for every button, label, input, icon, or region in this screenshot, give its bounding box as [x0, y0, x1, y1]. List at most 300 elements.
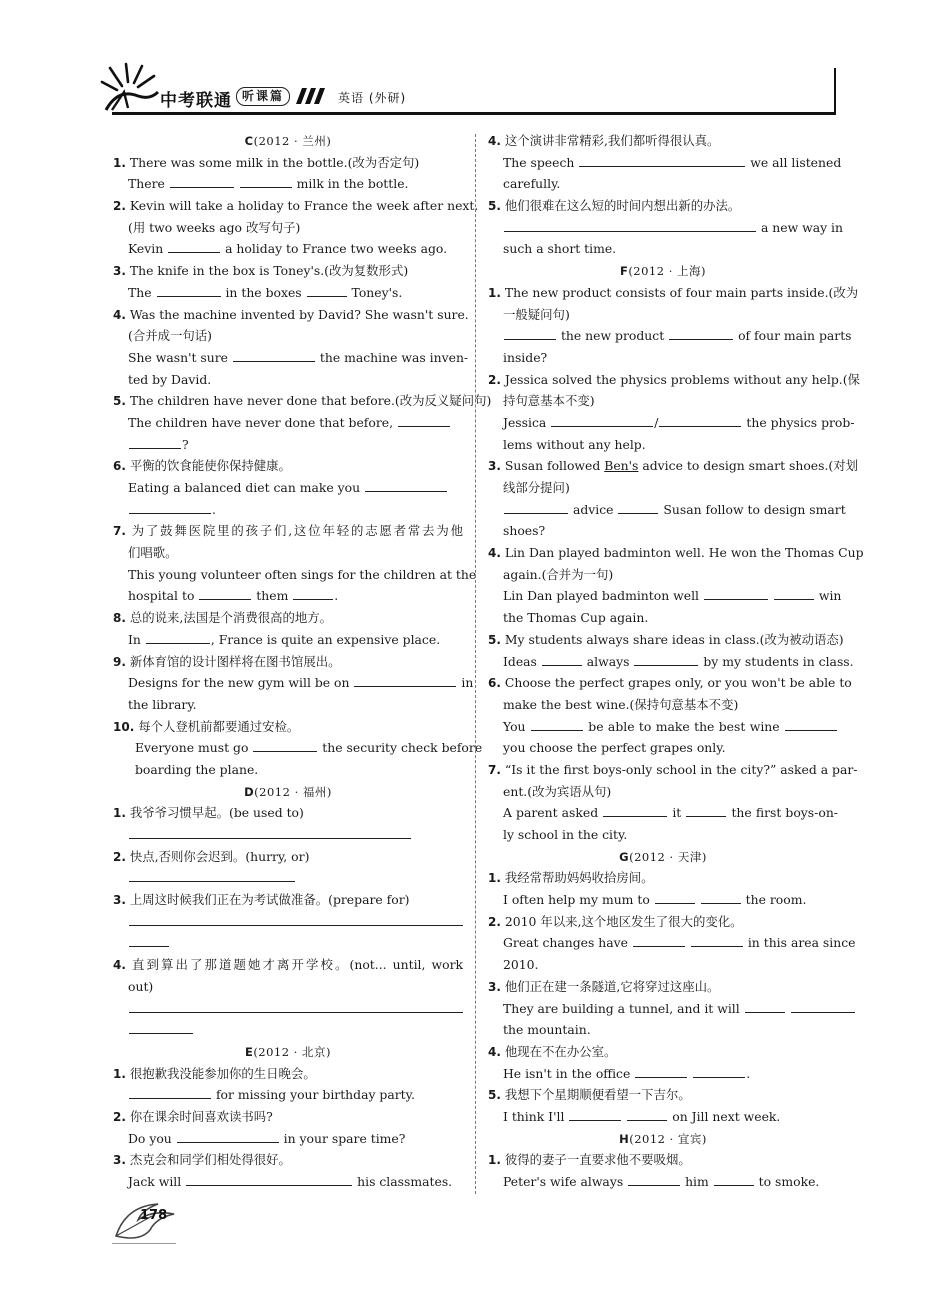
worksheet-line — [488, 867, 838, 889]
worksheet-line — [113, 802, 463, 824]
line-text: on Jill next week. — [668, 1108, 781, 1124]
worksheet-line — [113, 976, 463, 998]
worksheet-line — [113, 932, 463, 954]
line-text: 每个人登机前都要通过安检。 — [134, 718, 300, 734]
line-text: of four main parts — [734, 328, 852, 344]
line-text: A parent asked — [503, 805, 603, 821]
question-number: 2. — [488, 914, 501, 929]
worksheet-line — [113, 260, 463, 282]
worksheet-line — [113, 304, 469, 326]
answer-blank[interactable] — [551, 414, 653, 427]
line-text: the library. — [128, 696, 197, 712]
line-text: In — [128, 631, 145, 647]
line-text: the first boys-on- — [727, 805, 838, 821]
worksheet-line — [488, 607, 838, 629]
line-text: them — [252, 588, 293, 604]
line-text: (合并成一句话) — [128, 328, 213, 344]
worksheet-line — [488, 347, 838, 369]
question-number: 1. — [113, 806, 126, 821]
line-text: for missing your birthday party. — [212, 1087, 415, 1103]
worksheet-line — [113, 369, 463, 391]
worksheet-line — [488, 390, 838, 412]
line-text: 我经常帮助妈妈收拾房间。 — [500, 870, 654, 886]
line-text: The new product consists of four main parts inside.(改为 — [500, 284, 859, 300]
section-letter: C — [244, 134, 254, 148]
worksheet-line — [113, 867, 463, 889]
worksheet-line — [488, 217, 843, 239]
question-number: 2. — [113, 849, 126, 864]
worksheet-line — [113, 651, 463, 673]
line-text: 彼得的妻子一直要求他不要吸烟。 — [500, 1152, 691, 1168]
line-text: always — [582, 653, 634, 669]
section-heading — [113, 1041, 463, 1063]
answer-blank[interactable] — [129, 1021, 193, 1034]
section-exam-source: (2012 · 兰州) — [253, 134, 332, 148]
answer-blank[interactable] — [365, 479, 447, 492]
worksheet-line — [113, 217, 463, 239]
worksheet-line — [113, 672, 474, 694]
line-text: My students always share ideas in class.(改为被动语态) — [500, 631, 844, 647]
worksheet-line — [113, 759, 463, 781]
answer-blank[interactable] — [669, 327, 733, 340]
question-number: 1. — [488, 285, 501, 300]
line-text: carefully. — [503, 176, 561, 192]
answer-blank[interactable] — [307, 284, 347, 297]
line-text: . — [212, 501, 216, 517]
question-number: 1. — [488, 871, 501, 886]
line-text: Jessica — [503, 414, 551, 430]
line-text: Lin Dan played badminton well. He won the Thomas Cup — [500, 545, 864, 561]
line-text: You — [503, 718, 530, 734]
section-heading — [113, 130, 463, 152]
worksheet-line — [113, 499, 463, 521]
line-text: make the best wine.(保持句意基本不变) — [503, 696, 739, 712]
worksheet-line — [113, 954, 463, 976]
answer-blank[interactable] — [253, 739, 317, 752]
worksheet-line — [113, 564, 477, 586]
answer-blank[interactable] — [569, 1108, 621, 1121]
question-number: 10. — [113, 719, 135, 734]
line-text: 直到算出了那道题她才离开学校。(not... until, work — [125, 957, 463, 973]
answer-blank[interactable] — [504, 501, 568, 514]
section-source — [245, 134, 332, 148]
section-heading — [113, 781, 463, 803]
worksheet-line — [488, 759, 858, 781]
line-text: advice to design smart shoes.(对划 — [638, 458, 859, 474]
line-text: Great changes have — [503, 935, 632, 951]
question-number: 4. — [488, 134, 501, 148]
answer-blank[interactable] — [129, 913, 463, 926]
worksheet-line — [488, 564, 838, 586]
line-text: the room. — [741, 892, 807, 908]
answer-blank[interactable] — [157, 284, 221, 297]
line-text: we all listened — [746, 154, 842, 170]
worksheet-line — [488, 152, 842, 174]
line-text: There — [128, 176, 169, 192]
stripe-decoration-icon — [296, 88, 328, 104]
worksheet-line — [113, 1128, 463, 1150]
question-number: 4. — [113, 958, 126, 973]
line-text: the security check before — [318, 740, 483, 756]
worksheet-line — [113, 477, 463, 499]
line-text: 一般疑问句) — [503, 306, 570, 322]
worksheet-line — [488, 1149, 838, 1171]
section-exam-source: (2012 · 天津) — [629, 849, 707, 864]
worksheet-line — [488, 976, 838, 998]
worksheet-line — [113, 629, 463, 651]
section-exam-source: (2012 · 福州) — [254, 784, 332, 799]
question-number: 3. — [488, 459, 501, 474]
line-text: I often help my mum to — [503, 892, 654, 908]
worksheet-line — [113, 1171, 463, 1193]
answer-blank[interactable] — [659, 414, 741, 427]
answer-blank[interactable] — [233, 349, 315, 362]
worksheet-line — [113, 520, 463, 542]
question-number: 7. — [113, 524, 126, 539]
question-number: 6. — [488, 676, 501, 691]
worksheet-line — [113, 390, 492, 412]
answer-blank[interactable] — [691, 934, 743, 947]
worksheet-line — [113, 173, 463, 195]
line-text: 杰克会和同学们相处得很好。 — [125, 1152, 291, 1168]
column-divider — [475, 134, 476, 1194]
worksheet-line — [488, 195, 838, 217]
worksheet-line — [113, 824, 463, 846]
line-text: 这个演讲非常精彩,我们都听得很认真。 — [500, 133, 720, 148]
answer-blank[interactable] — [686, 804, 726, 817]
worksheet-line — [488, 1106, 838, 1128]
line-text: Eating a balanced diet can make you — [128, 480, 365, 495]
worksheet-line — [113, 998, 463, 1020]
worksheet-line — [488, 477, 838, 499]
answer-blank[interactable] — [129, 501, 211, 514]
answer-blank[interactable] — [177, 1130, 279, 1143]
answer-blank[interactable] — [129, 934, 169, 947]
worksheet-line — [113, 434, 463, 456]
section-source — [620, 264, 706, 278]
line-text: (用 two weeks ago 改写句子) — [128, 219, 301, 235]
question-number: 2. — [488, 372, 501, 387]
worksheet-line — [488, 911, 838, 933]
worksheet-line — [113, 889, 463, 911]
question-number: 1. — [113, 1066, 126, 1081]
section-letter: E — [244, 1044, 254, 1059]
answer-blank[interactable] — [199, 587, 251, 600]
line-text: shoes? — [503, 523, 546, 539]
worksheet-line — [113, 607, 463, 629]
line-text: inside? — [503, 349, 548, 365]
line-text: Do you — [128, 1130, 176, 1146]
worksheet-line — [113, 1063, 463, 1085]
answer-blank[interactable] — [542, 653, 582, 666]
line-text: him — [681, 1174, 713, 1189]
line-text: 总的说来,法国是个消费很高的地方。 — [125, 610, 333, 626]
line-text: lems without any help. — [503, 436, 646, 452]
line-text: The speech — [503, 154, 579, 170]
worksheet-line — [488, 1041, 838, 1063]
worksheet-line — [488, 542, 864, 564]
section-heading — [488, 260, 838, 282]
answer-blank[interactable] — [168, 240, 220, 253]
answer-blank[interactable] — [704, 587, 768, 600]
section-heading — [488, 846, 838, 868]
worksheet-line — [488, 1084, 838, 1106]
answer-blank[interactable] — [504, 327, 556, 340]
question-number: 3. — [488, 979, 501, 994]
worksheet-line — [113, 1149, 463, 1171]
line-text: by my students in class. — [699, 653, 854, 669]
worksheet-line — [488, 1171, 838, 1193]
answer-blank[interactable] — [129, 826, 411, 839]
answer-blank[interactable] — [701, 891, 741, 904]
line-text: the physics prob- — [742, 414, 855, 430]
answer-blank[interactable] — [240, 175, 292, 188]
worksheet-line — [113, 911, 463, 933]
line-text: Susan follow to design smart — [659, 501, 846, 517]
question-number: 5. — [488, 199, 501, 214]
answer-blank[interactable] — [129, 436, 181, 449]
worksheet-line — [113, 716, 463, 738]
line-text: 他们正在建一条隧道,它将穿过这座山。 — [500, 978, 720, 994]
line-text: 快点,否则你会迟到。(hurry, or) — [125, 848, 310, 864]
worksheet-line — [488, 369, 860, 391]
worksheet-line — [113, 152, 463, 174]
line-text: ent.(改为宾语从句) — [503, 783, 612, 799]
worksheet-line — [113, 1019, 463, 1041]
worksheet-line — [113, 1084, 463, 1106]
answer-blank[interactable] — [531, 718, 583, 731]
line-text — [622, 1109, 626, 1124]
answer-blank[interactable] — [504, 219, 756, 232]
line-text: “Is it the first boys-only school in the city?” asked a par- — [500, 761, 858, 777]
line-text: 他现在不在办公室。 — [500, 1043, 617, 1059]
line-text: in this area since — [743, 935, 856, 951]
question-number: 4. — [488, 546, 501, 561]
header-rule — [112, 112, 836, 115]
worksheet-line — [488, 412, 855, 434]
answer-blank[interactable] — [129, 1086, 211, 1099]
line-text: 持句意基本不变) — [503, 393, 595, 409]
worksheet-line — [488, 325, 852, 347]
answer-blank[interactable] — [146, 631, 210, 644]
subject-label: 英语 (外研) — [338, 91, 407, 105]
answer-blank[interactable] — [627, 1108, 667, 1121]
answer-blank[interactable] — [628, 1173, 680, 1186]
question-number: 8. — [113, 611, 126, 626]
question-number: 5. — [488, 632, 501, 647]
worksheet-line — [488, 889, 838, 911]
line-text: He isn't in the office — [503, 1065, 635, 1081]
question-number: 4. — [113, 307, 126, 322]
question-number: 3. — [113, 893, 126, 908]
question-number: 7. — [488, 762, 501, 777]
worksheet-line — [488, 585, 842, 607]
worksheet-line — [113, 347, 469, 369]
line-text: The knife in the box is Toney's.(改为复数形式) — [125, 263, 409, 279]
worksheet-line — [488, 651, 854, 673]
worksheet-line — [488, 954, 838, 976]
worksheet-line — [113, 325, 463, 347]
answer-blank[interactable] — [186, 1173, 352, 1186]
line-text: the Thomas Cup again. — [503, 610, 649, 626]
line-text: I think I'll — [503, 1108, 569, 1124]
answer-blank[interactable] — [293, 587, 333, 600]
line-text: 你在课余时间喜欢读书吗? — [125, 1108, 273, 1124]
line-text: / — [654, 414, 659, 430]
section-tag: 听课篇 — [236, 87, 290, 106]
line-text: 2010 年以来,这个地区发生了很大的变化。 — [500, 913, 743, 929]
line-text: ted by David. — [128, 371, 212, 387]
line-text: 线部分提问) — [503, 480, 570, 495]
line-text: Kevin will take a holiday to France the week after next. — [125, 198, 479, 214]
worksheet-line — [488, 737, 838, 759]
answer-blank[interactable] — [633, 934, 685, 947]
answer-blank[interactable] — [745, 1000, 785, 1013]
line-text: 们唱歌。 — [128, 545, 178, 561]
question-number: 9. — [113, 654, 126, 669]
line-text: again.(合并为一句) — [503, 566, 614, 582]
line-text: 我爷爷习惯早起。(be used to) — [125, 805, 304, 821]
worksheet-line — [113, 694, 463, 716]
line-text: Toney's. — [347, 284, 403, 300]
answer-blank[interactable] — [693, 1065, 745, 1078]
line-text: ly school in the city. — [503, 827, 628, 842]
worksheet-line — [113, 585, 463, 607]
line-text: be able to make the best wine — [583, 718, 784, 734]
worksheet-line — [488, 173, 838, 195]
line-text — [696, 892, 700, 907]
section-source — [245, 1045, 331, 1059]
left-column — [113, 130, 492, 1193]
question-number: 6. — [113, 459, 126, 474]
section-letter: G — [619, 849, 630, 864]
sunburst-logo-icon — [98, 62, 168, 114]
worksheet-line — [488, 499, 846, 521]
question-number: 2. — [113, 1109, 126, 1124]
underlined-word: Ben's — [604, 458, 639, 474]
worksheet-line — [488, 520, 838, 542]
worksheet-line — [113, 455, 463, 477]
question-number: 1. — [113, 155, 126, 170]
section-heading — [488, 1128, 838, 1150]
worksheet-line — [113, 846, 463, 868]
answer-blank[interactable] — [170, 175, 234, 188]
worksheet-line — [113, 737, 483, 759]
line-text: There was some milk in the bottle.(改为否定句) — [125, 154, 420, 170]
worksheet-line — [113, 282, 463, 304]
header-edge-rule — [834, 68, 836, 115]
answer-blank[interactable] — [774, 587, 814, 600]
worksheet-line — [113, 238, 463, 260]
line-text: boarding the plane. — [135, 761, 259, 777]
line-text: This young volunteer often sings for the children at the — [128, 566, 477, 582]
worksheet-line — [488, 629, 844, 651]
worksheet-line — [488, 694, 838, 716]
line-text: , France is quite an expensive place. — [210, 631, 441, 647]
worksheet-line — [488, 434, 838, 456]
worksheet-line — [488, 455, 859, 477]
line-text: such a short time. — [503, 241, 617, 257]
line-text: 他们很难在这么短的时间内想出新的办法。 — [500, 198, 741, 214]
line-text: the machine was inven- — [315, 349, 469, 365]
line-text: in your spare time? — [279, 1130, 406, 1146]
line-text: milk in the bottle. — [292, 176, 409, 192]
answer-blank[interactable] — [634, 653, 698, 666]
worksheet-line — [488, 998, 838, 1020]
worksheet-line — [488, 282, 859, 304]
worksheet-line — [488, 716, 838, 738]
line-text: 2010. — [503, 957, 539, 973]
line-text: his classmates. — [353, 1174, 453, 1189]
answer-blank[interactable] — [714, 1173, 754, 1186]
page-number: 178 — [140, 1208, 168, 1223]
answer-blank[interactable] — [398, 414, 450, 427]
section-letter: F — [619, 264, 629, 279]
worksheet-line — [488, 238, 838, 260]
line-text: Susan followed — [500, 458, 605, 474]
line-text: Peter's wife always — [503, 1174, 628, 1189]
line-text: in — [457, 675, 474, 691]
line-text: 我想下个星期顺便看望一下吉尔。 — [500, 1087, 691, 1103]
line-text: to smoke. — [754, 1174, 820, 1189]
worksheet-line — [113, 195, 479, 217]
answer-blank[interactable] — [618, 501, 658, 514]
page-header — [0, 0, 950, 120]
line-text: . — [334, 588, 339, 604]
line-text: the mountain. — [503, 1022, 591, 1038]
line-text: The children have never done that before.(改为反义疑问句) — [125, 393, 492, 409]
section-source — [619, 850, 707, 864]
answer-blank[interactable] — [129, 869, 295, 882]
worksheet-line — [488, 781, 838, 803]
answer-blank[interactable] — [785, 718, 837, 731]
worksheet-line — [113, 542, 463, 564]
line-text: Everyone must go — [135, 740, 253, 756]
answer-blank[interactable] — [791, 1000, 855, 1013]
line-text: the new product — [557, 328, 669, 344]
line-text: a new way in — [757, 219, 843, 235]
answer-blank[interactable] — [354, 674, 456, 687]
question-number: 4. — [488, 1044, 501, 1059]
answer-blank[interactable] — [579, 154, 745, 167]
question-number: 3. — [113, 1153, 126, 1168]
worksheet-line — [488, 802, 838, 824]
section-exam-source: (2012 · 北京) — [253, 1044, 332, 1059]
question-number: 3. — [113, 264, 126, 279]
line-text: you choose the perfect grapes only. — [503, 740, 726, 756]
section-source — [619, 1132, 707, 1146]
line-text: Was the machine invented by David? She wasn't sure. — [125, 306, 469, 322]
answer-blank[interactable] — [655, 891, 695, 904]
line-text: win — [814, 588, 842, 604]
worksheet-line — [488, 304, 838, 326]
section-exam-source: (2012 · 宜宾) — [629, 1131, 707, 1146]
line-text: 平衡的饮食能使你保持健康。 — [125, 458, 291, 474]
answer-blank[interactable] — [129, 1000, 463, 1013]
line-text: 新体育馆的设计图样将在图书馆展出。 — [125, 653, 341, 669]
question-number: 5. — [488, 1088, 501, 1103]
line-text: in the boxes — [221, 284, 306, 300]
line-text: Ideas — [503, 653, 541, 669]
footer-rule — [112, 1243, 176, 1244]
answer-blank[interactable] — [635, 1065, 687, 1078]
brand-title: 中考联通 — [160, 91, 232, 111]
section-exam-source: (2012 · 上海) — [628, 264, 707, 279]
line-text — [769, 588, 773, 603]
answer-blank[interactable] — [603, 804, 667, 817]
section-source — [244, 785, 332, 799]
line-text: 很抱歉我没能参加你的生日晚会。 — [125, 1065, 316, 1081]
